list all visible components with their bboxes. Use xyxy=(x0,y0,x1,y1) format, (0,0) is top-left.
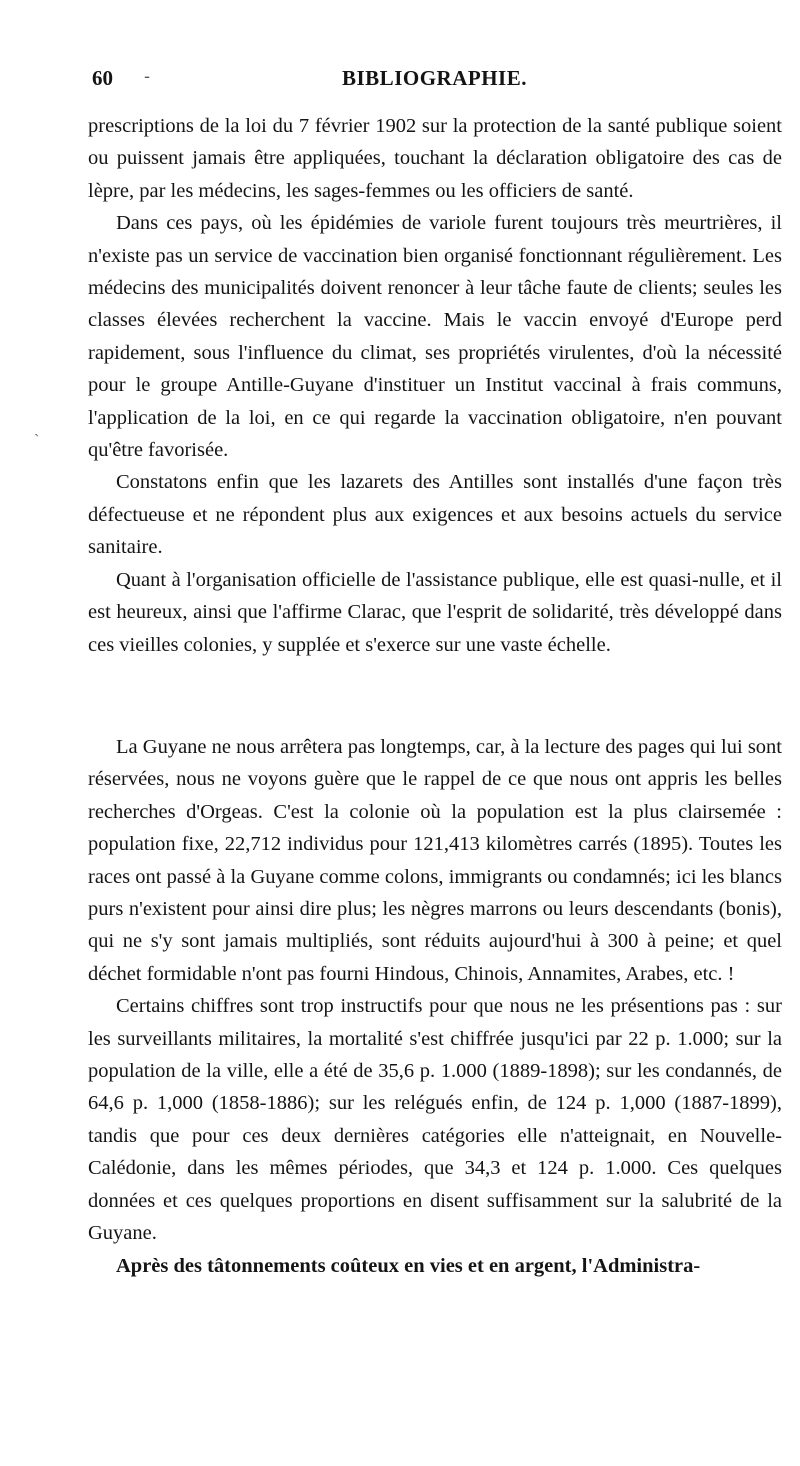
text-section-2 xyxy=(88,731,782,1282)
header-dash: - xyxy=(144,66,151,87)
paragraph-7: Après des tâtonnements coûteux en vies et en argent, l'Administra- xyxy=(116,1254,701,1277)
running-head: BIBLIOGRAPHIE. xyxy=(342,66,527,90)
margin-mark: ˎ xyxy=(34,418,40,437)
paragraph-3: Constatons enfin que les lazarets des Antilles sont installés d'une façon très défectueuse et ne répondent plus aux exigences et aux besoins actuels du service sanitaire. xyxy=(88,471,782,559)
paragraph-6: Certains chiffres sont trop instructifs pour que nous ne les présentions pas : sur les surveillants militaires, la mortalité s'est chiffrée jusqu'ici par 22 p. 1.000; sur la population de la ville, elle a été de 35,6 p. 1.000 (1889-1898); sur les condannés, de 64,6 p. 1,000 (1858-1886); sur les relégués enfin, de 124 p. 1,000 (1887-1899), tandis que pour ces deux dernières catégories elle n'atteignait, en Nouvelle-Calédonie, dans les mêmes périodes, que 34,3 et 124 p. 1.000. Ces quelques données et ces quelques proportions en disent suffisamment sur la salubrité de la Guyane. xyxy=(88,995,782,1245)
paragraph-1: prescriptions de la loi du 7 février 1902 sur la protection de la santé publique soient ou puissent jamais être appliquées, touchant la déclaration obligatoire des cas de lèpre, par les médecins, les sages-femmes ou les officiers de santé. xyxy=(88,115,782,202)
page-header xyxy=(92,66,782,96)
page-number: 60 xyxy=(92,66,113,90)
paragraph-4: Quant à l'organisation officielle de l'assistance publique, elle est quasi-nulle, et il est heureux, ainsi que l'affirme Clarac, que l'esprit de solidarité, très développé dans ces vieilles colonies, y supplée et s'exerce sur une vaste échelle. xyxy=(88,568,782,656)
text-section-1 xyxy=(88,110,782,661)
paragraph-2: Dans ces pays, où les épidémies de variole furent toujours très meurtrières, il n'existe pas un service de vaccination bien organisé fonctionnant régulièrement. Les médecins des municipalités doivent renoncer à leur tâche faute de clients; seules les classes élevées recherchent la vaccine. Mais le vaccin envoyé d'Europe perd rapidement, sous l'influence du climat, ses propriétés virulentes, d'où la nécessité pour le groupe Antille-Guyane d'instituer un Institut vaccinal à frais communs, l'application de la loi, en ce qui regarde la vaccination obligatoire, n'en pouvant qu'être favorisée. xyxy=(88,212,782,462)
paragraph-5: La Guyane ne nous arrêtera pas longtemps, car, à la lecture des pages qui lui sont réservées, nous ne voyons guère que le rappel de ce que nous ont appris les belles recherches d'Orgeas. C'est la colonie où la population est la plus clairsemée : population fixe, 22,712 individus pour 121,413 kilomètres carrés (1895). Toutes les races ont passé à la Guyane comme colons, immigrants ou condamnés; ici les blancs purs n'existent pour ainsi dire plus; les nègres marrons ou leurs descendants (bonis), qui ne s'y sont jamais multipliés, sont réduits aujourd'hui à 300 à peine; et quel déchet formidable n'ont pas fourni Hindous, Chinois, Annamites, Arabes, etc. ! xyxy=(88,736,782,985)
